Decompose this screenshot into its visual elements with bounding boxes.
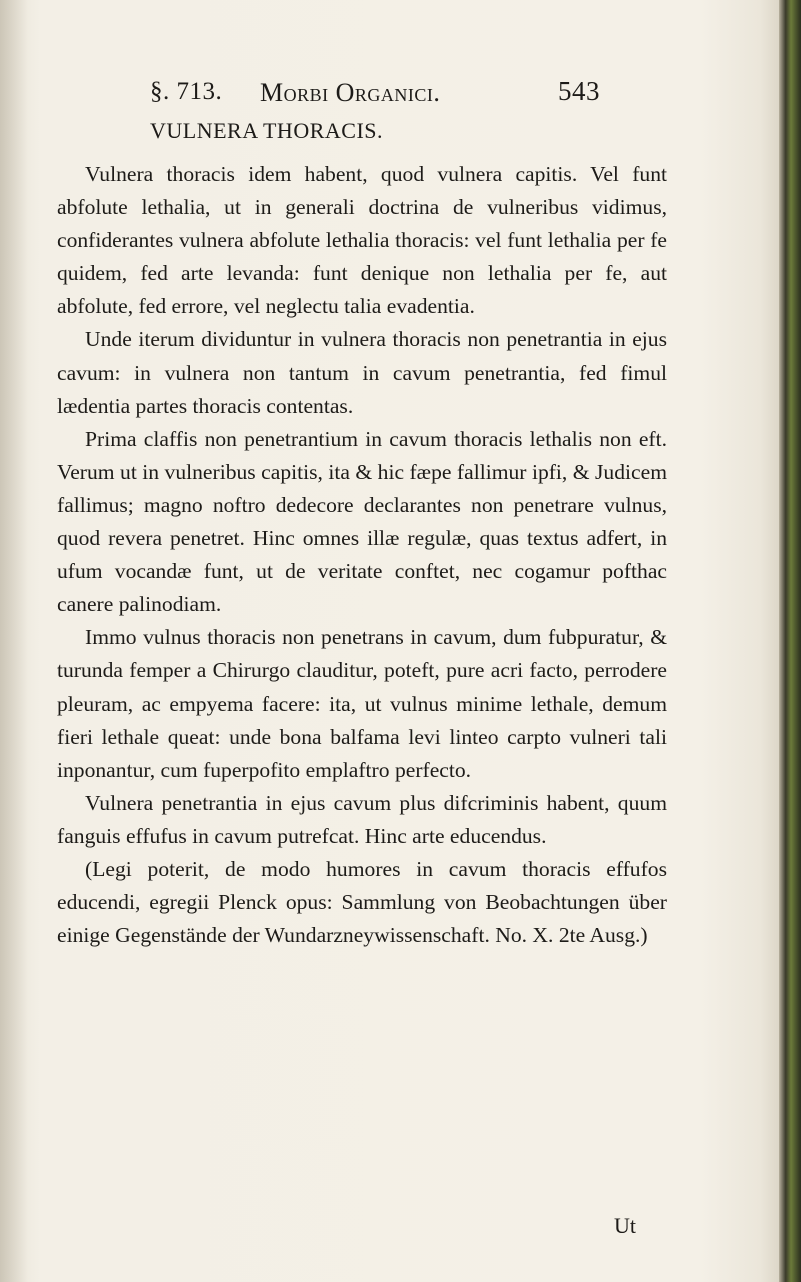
paragraph: Unde iterum dividuntur in vulnera thoracis non penetrantia in ejus cavum: in vulnera non tantum in cavum penetrantia, fed fimul lædentia partes thoracis contentas. — [57, 327, 667, 418]
paragraph: Vulnera thoracis idem habent, quod vulnera capitis. Vel funt abfolute lethalia, ut in generali doctrina de vulneribus vidimus, confiderantes vulnera abfolute lethalia thoracis: vel funt lethalia per fe quidem, fed arte levanda: funt denique non lethalia per fe, aut abfolute, fed errore, vel neglectu talia evadentia. — [57, 162, 667, 319]
book-spine-edge — [779, 0, 801, 1282]
section-number: §. 713. — [150, 78, 223, 105]
section-heading: VULNERA THORACIS. — [150, 118, 384, 143]
running-header — [150, 72, 610, 112]
running-title: Morbi Organici. — [260, 78, 441, 107]
paragraph: Immo vulnus thoracis non penetrans in cavum, dum fubpuratur, & turunda femper a Chirurgo clauditur, poteft, pure acri facto, perrodere pleuram, ac empyema facere: ita, ut vulnus minime lethale, demum fieri lethale queat: unde bona balfama levi linteo carpto vulneri tali inponantur, cum fuperpofito emplaftro perfecto. — [57, 625, 667, 782]
paragraph: (Legi poterit, de modo humores in cavum thoracis effufos educendi, egregii Plenck opus: Sammlung von Beobachtungen über einige Gegenstände der Wundarzneywissenschaft. No. X. 2te Ausg.) — [57, 856, 667, 948]
paragraph: Vulnera penetrantia in ejus cavum plus difcriminis habent, quum fanguis effufus in cavum putrefcat. Hinc arte educendus. — [57, 790, 667, 848]
page-gutter-shadow — [0, 0, 28, 1282]
page-number: 543 — [558, 76, 600, 106]
catchword: Ut — [614, 1213, 636, 1238]
paragraph: Prima claffis non penetrantium in cavum thoracis lethalis non eft. Verum ut in vulneribus capitis, ita & hic fæpe fallimur ipfi, & Judicem fallimus; magno noftro dedecore declarantes non penetrare vulnus, quod revera penetret. Hinc omnes illæ regulæ, quas textus adfert, in ufum vocandæ funt, ut de veritate conftet, nec cogamur pofthac canere palinodiam. — [57, 426, 667, 617]
body-text — [57, 158, 667, 952]
